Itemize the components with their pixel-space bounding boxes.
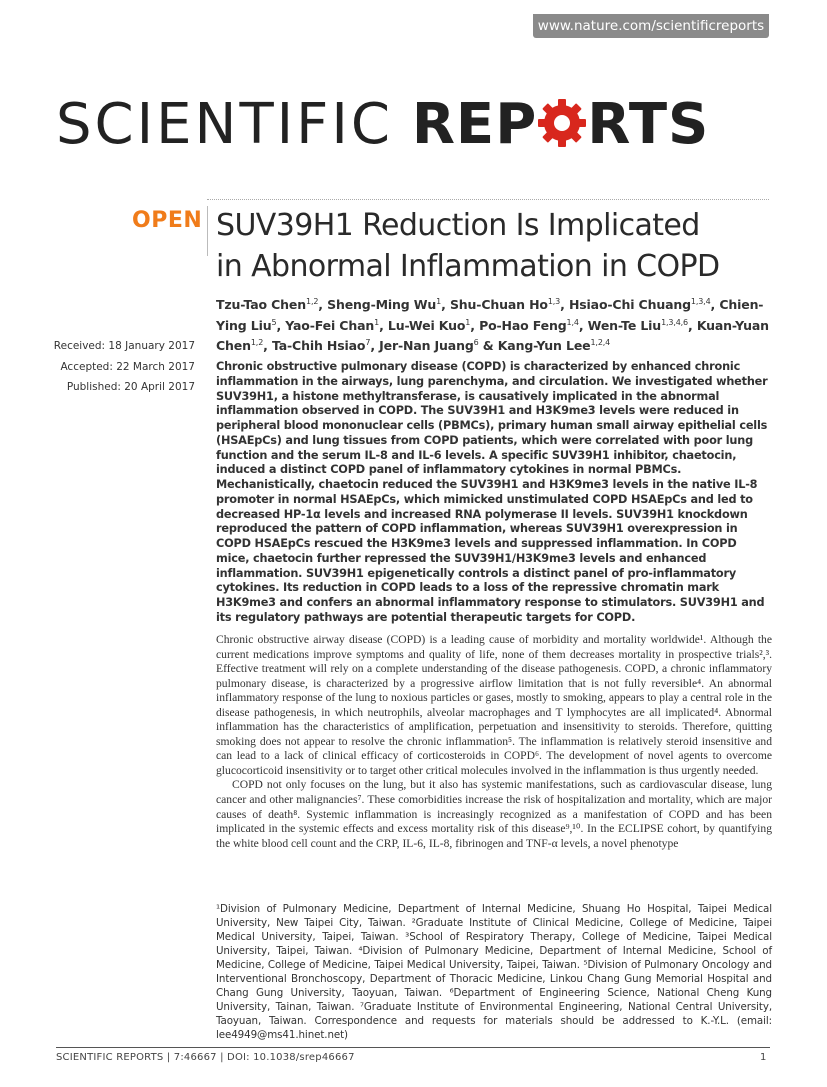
author-affiliation: 1,2 (250, 338, 264, 348)
main-text (216, 633, 772, 851)
journal-name-part2a: REP (411, 92, 538, 157)
open-access-label: OPEN (132, 208, 203, 233)
article-title (216, 205, 776, 287)
author-affiliation: 6 (473, 338, 479, 348)
author-name: Shu-Chuan Ho (449, 297, 548, 313)
journal-masthead (56, 88, 776, 188)
journal-url[interactable]: www.nature.com/scientificreports (533, 14, 769, 38)
author-name: Kang-Yun Lee (497, 338, 591, 354)
abstract: Chronic obstructive pulmonary disease (COPD) is characterized by enhanced chronic inflammation in the airways, lung parenchyma, and circulation. We investigated whether SUV39H1, a histone methyltransferase, is causatively implicated in the abnormal inflammation observed in COPD. The SUV39H1 and H3K9me3 levels were reduced in peripheral blood mononuclear cells (PBMCs), primary human small airway epithelial cells (HSAEpCs) and lung tissues from COPD patients, which were correlated with poor lung function and the serum IL-8 and IL-6 levels. A specific SUV39H1 inhibitor, chaetocin, induced a distinct COPD panel of inflammatory cytokines in normal PBMCs. Mechanistically, chaetocin reduced the SUV39H1 and H3K9me3 levels in the native IL-8 promoter in normal HSAEpCs, which mimicked unstimulated COPD HSAEpCs and led to decreased HP-1α levels and increased RNA polymerase II levels. SUV39H1 knockdown reproduced the pattern of COPD inflammation, whereas SUV39H1 overexpression in COPD HSAEpCs rescued the H3K9me3 levels and suppressed inflammation. In COPD mice, chaetocin further repressed the SUV39H1/H3K9me3 levels and enhanced inflammation. SUV39H1 epigenetically controls a distinct panel of pro-inflammatory cytokines. Its reduction in COPD leads to a loss of the repressive chromatin mark H3K9me3 and confers an abnormal inflammatory response to stimulators. SUV39H1 and its regulatory pathways are potential therapeutic targets for COPD. (216, 360, 768, 624)
received-date: Received: 18 January 2017 (53, 340, 195, 352)
journal-name-part1: SCIENTIFIC (56, 92, 393, 157)
body-paragraph-1: Chronic obstructive airway disease (COPD) is a leading cause of morbidity and mortality worldwide¹. Although the current medications improve symptoms and quality of life, none of them decreases mortality in prospective trials²,³. Effective treatment will rely on a complete understanding of the disease pathogenesis. COPD, a chronic inflammatory pulmonary disease, is characterized by a progressive airflow limitation that is not fully reversible⁴. An abnormal inflammatory response of the lung to noxious particles or gases, mostly to smoking, appears to play a central role in the disease pathogenesis, in which neutrophils, alveolar macrophages and T lymphocytes are all implicated⁴. Abnormal inflammation has the characteristics of amplification, perpetuation and insensitivity to steroids. Therefore, quitting smoking does not appear to resolve the chronic inflammation⁵. The inflammation is relatively steroid insensitive and can lead to a lack of clinical efficacy of corticosteroids in COPD⁶. The development of novel agents to overcome glucocorticoid insensitivity or to target other critical molecules involved in the inflammation is thus urgently needed. (216, 633, 772, 777)
author-affiliation: 1,3,4 (690, 297, 711, 306)
gear-icon (538, 94, 586, 148)
author-affiliation: 1 (465, 317, 471, 327)
author-name: Kuan-Yuan Chen (216, 317, 769, 354)
author-name: Tzu-Tao Chen (216, 297, 306, 313)
author-name: Lu-Wei Kuo (387, 317, 466, 333)
author-name: Chien-Ying Liu (216, 297, 764, 333)
author-affiliation: 7 (365, 338, 371, 348)
author-list: Tzu-Tao Chen$^{1,2}$, Sheng-Ming Wu$^1$, Shu-Chuan Ho$^{1,3}$, Hsiao-Chi Chuang$^{1,3,4}$, Chien-Ying Liu$^5$, Yao-Fei Chan$^1$, Lu-Wei Kuo$^1$, Po-Hao Feng$^{1,4}$, Wen-Te Liu$^{1,3,4,6}$, Kuan-Yuan Chen$^{1,2}$, Ta-Chih Hsiao$^7$, Jer-Nan Juang$^6$ & Kang-Yun Lee$^{1,2,4}$ (216, 297, 769, 354)
publication-dates (40, 336, 195, 398)
author-name: Wen-Te Liu (587, 317, 662, 333)
published-date: Published: 20 April 2017 (66, 381, 195, 393)
title-line-2: in Abnormal Inflammation in COPD (216, 249, 720, 284)
accepted-date: Accepted: 22 March 2017 (60, 360, 195, 373)
author-name: Po-Hao Feng (479, 317, 567, 333)
author-name: Ta-Chih Hsiao (271, 338, 366, 354)
author-affiliation: 1,3,4,6 (661, 317, 689, 327)
author-affiliation: 1,3 (547, 297, 561, 306)
author-affiliation: 5 (271, 317, 277, 327)
header-divider (207, 199, 769, 200)
body-paragraph-2: COPD not only focuses on the lung, but it also has systemic manifestations, such as cardiovascular disease, lung cancer and other malignancies⁷. These comorbidities increase the risk of hospitalization and mortality, which are major causes of death⁸. Systemic inflammation is increasingly recognized as a manifestation of COPD and has been implicated in the systemic effects and excess mortality risk of this disease⁹,¹⁰. In the ECLIPSE cohort, by quantifying the white blood cell count and the CRP, IL-6, IL-8, fibrinogen and TNF-α levels, a novel phenotype (216, 778, 772, 850)
title-divider (207, 206, 208, 256)
page-number: 1 (760, 1052, 767, 1063)
title-line-1: SUV39H1 Reduction Is Implicated (216, 208, 700, 243)
author-affiliation: 1,2,4 (590, 338, 611, 348)
author-affiliation: 1 (436, 297, 442, 306)
author-affiliation: 1,4 (566, 317, 579, 327)
footer-rule (56, 1047, 770, 1048)
author-name: Hsiao-Chi Chuang (568, 297, 691, 313)
journal-name-part2b: RTS (587, 92, 710, 157)
author-name: Jer-Nan Juang (379, 338, 474, 354)
author-name: Sheng-Ming Wu (327, 297, 437, 313)
author-affiliation: 1 (374, 317, 380, 327)
footer-citation: SCIENTIFIC REPORTS | 7:46667 | DOI: 10.1038/srep46667 (56, 1052, 355, 1063)
author-name: Yao-Fei Chan (285, 317, 375, 333)
affiliations: ¹Division of Pulmonary Medicine, Department of Internal Medicine, Shuang Ho Hospital, Taipei Medical University, New Taipei City, Taiwan. ²Graduate Institute of Clinical Medicine, College of Medicine, Taipei Medical University, Taipei, Taiwan. ³School of Respiratory Therapy, College of Medicine, Taipei Medical University, Taipei, Taiwan. ⁴Division of Pulmonary Medicine, Department of Internal Medicine, School of Medicine, College of Medicine, Taipei Medical University, Taipei, Taiwan. ⁵Division of Pulmonary Oncology and Interventional Bronchoscopy, Department of Thoracic Medicine, Linkou Chang Gung Memorial Hospital and Chang Gung University, Taoyuan, Taiwan. ⁶Department of Engineering Science, National Cheng Kung University, Tainan, Taiwan. ⁷Graduate Institute of Environmental Engineering, National Central University, Taoyuan, Taiwan. Correspondence and requests for materials should be addressed to K.-Y.L. (email: lee4949@ms41.hinet.net) (216, 903, 772, 1041)
author-affiliation: 1,2 (306, 297, 319, 306)
